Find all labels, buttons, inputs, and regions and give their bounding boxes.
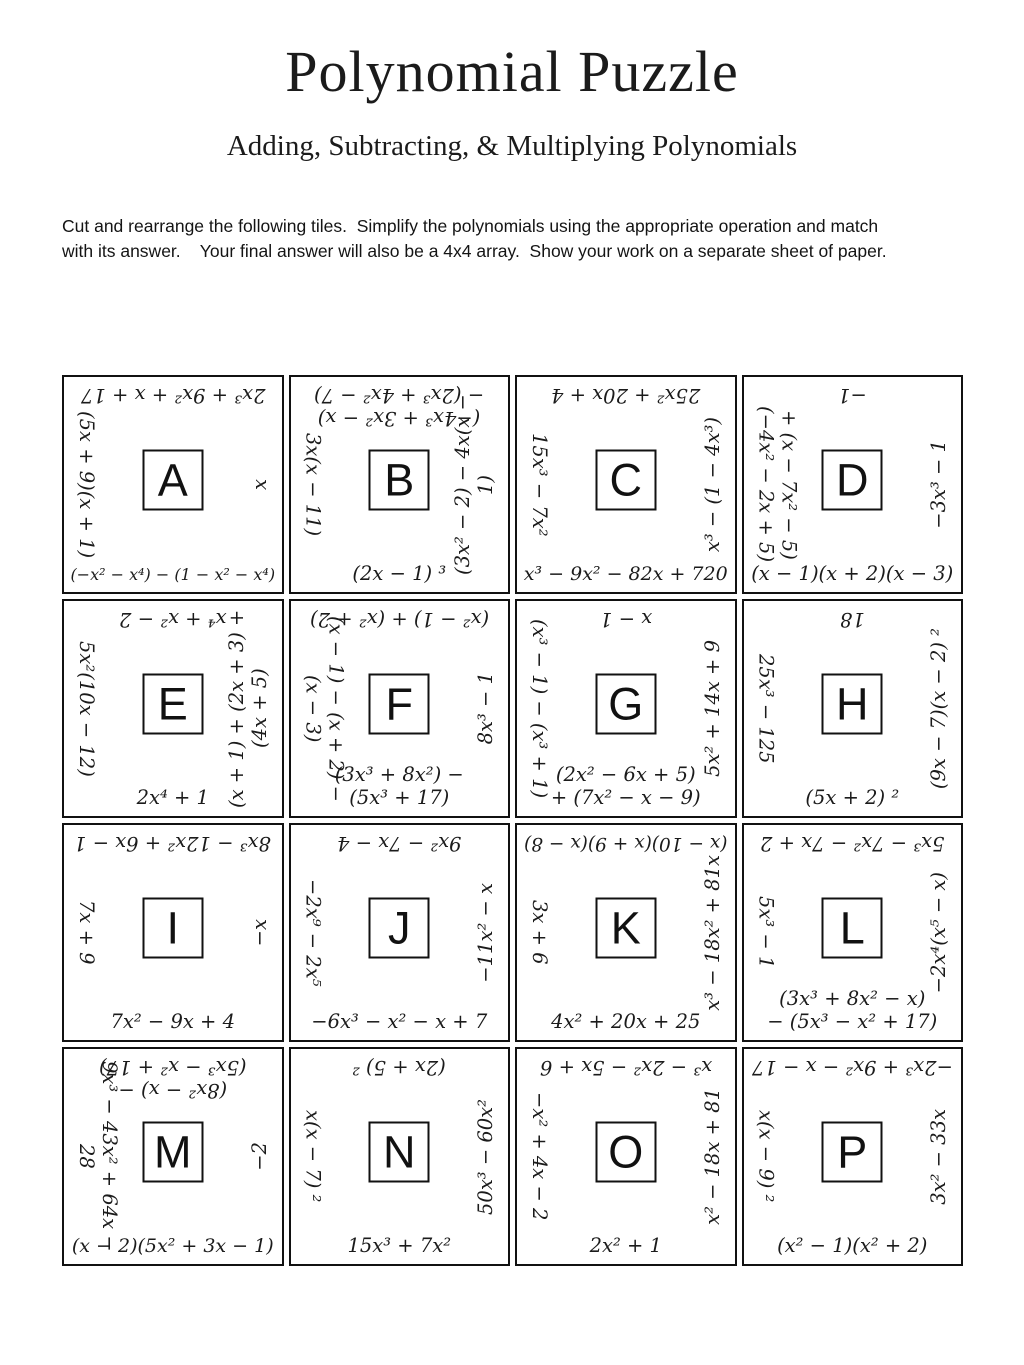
page-title: Polynomial Puzzle — [285, 39, 739, 104]
tile-letter-box — [822, 450, 883, 511]
tile-right-expression: 50x³ − 60x² — [474, 1098, 497, 1215]
tile-top-expression: (x − 10)(x + 9)(x − 8) — [524, 832, 728, 854]
tile-right-expression: x — [247, 479, 271, 490]
tile-top-expression: 8x³ − 12x² + 6x − 1 — [74, 832, 272, 855]
tile-letter: K — [610, 902, 641, 954]
tile-letter: A — [157, 454, 188, 506]
tile-bottom-expression: x³ − 9x² − 82x + 720 — [523, 562, 728, 585]
tile-right-expression: −3x³ − 1 — [927, 440, 950, 529]
tile-left-expression: −2x⁹ − 2x⁵ — [301, 878, 325, 987]
puzzle-tile — [742, 599, 964, 818]
tile-letter-box — [595, 450, 656, 511]
tile-bottom-expression: (3x³ + 8x² − x) − (5x³ − x² + 17) — [767, 987, 938, 1033]
tile-top-expression: 9x² − 7x − 4 — [336, 832, 462, 855]
tile-bottom-expression: (x − 2)(5x² + 3x − 1) — [71, 1234, 274, 1257]
tile-letter: L — [839, 902, 865, 954]
tile-right-expression: −x — [247, 918, 271, 947]
tile-right-expression: −2 — [247, 1142, 271, 1171]
tile-right-expression: −2x⁴(x⁵ − x) — [927, 871, 950, 994]
tile-bottom-expression: 2x⁴ + 1 — [136, 786, 209, 809]
tile-bottom-expression: (2x − 1) ³ — [352, 562, 447, 585]
tile-left-expression: 3x(x − 11) — [301, 432, 325, 537]
tile-bottom-expression: (−x² − x⁴) − (1 − x² − x⁴) — [70, 565, 276, 585]
tile-bottom-expression: −6x³ − x² − x + 7 — [311, 1010, 488, 1033]
tile-left-expression: x(x − 9) ² — [754, 1110, 778, 1203]
puzzle-tile — [289, 599, 511, 818]
tile-letter-box — [142, 898, 203, 959]
tile-left-expression: 7x + 9 — [75, 900, 98, 965]
tile-letter-box — [822, 898, 883, 959]
tile-top-expression: x⁴ + x² − 2 — [118, 608, 227, 631]
tile-bottom-expression: (5x + 2) ² — [805, 786, 900, 809]
tile-top-expression: (x² − 1) + (x² + 2) — [309, 608, 489, 631]
tile-right-expression: 3x² − 33x — [927, 1108, 950, 1205]
puzzle-tile — [62, 375, 284, 594]
tile-left-expression: −x² + 4x − 2 — [528, 1092, 551, 1221]
tile-bottom-expression: (x − 1)(x + 2)(x − 3) — [751, 562, 954, 585]
tile-letter-box — [142, 674, 203, 735]
tile-left-expression: 15x³ − 7x² — [528, 432, 551, 537]
tile-left-expression: 25x³ − 125 — [754, 653, 778, 764]
tile-left-expression: x(x − 7) ² — [301, 1110, 325, 1203]
tile-letter: H — [836, 678, 869, 730]
tile-letter-box — [595, 674, 656, 735]
puzzle-grid — [62, 375, 963, 1266]
puzzle-tile — [515, 599, 737, 818]
instructions-line-1: Cut and rearrange the following tiles. Simplify the polynomials using the appropriate operation and match — [62, 216, 879, 236]
puzzle-tile — [515, 375, 737, 594]
tile-left-expression: (x³ − 1) − (x³ + 1) — [528, 618, 551, 799]
tile-letter: P — [837, 1126, 868, 1178]
tile-top-expression: 5x³ − 7x² − 7x + 2 — [760, 832, 945, 855]
tile-top-expression: x − 1 — [599, 608, 652, 631]
tile-top-expression: x³ − 2x² − 5x + 6 — [539, 1056, 712, 1079]
tile-bottom-expression: 2x² + 1 — [589, 1234, 662, 1257]
puzzle-tile — [515, 1047, 737, 1266]
instructions-line-2: with its answer. Your final answer will also be a 4x4 array. Show your work on a separate sheet of paper. — [62, 241, 887, 262]
tile-bottom-expression: (2x² − 6x + 5) + (7x² − x − 9) — [550, 763, 701, 809]
tile-top-expression: (2x + 5) ² — [352, 1056, 447, 1079]
puzzle-tile — [62, 599, 284, 818]
tile-letter-box — [142, 1122, 203, 1183]
tile-letter-box — [369, 674, 430, 735]
tile-letter: B — [384, 454, 415, 506]
puzzle-tile — [289, 375, 511, 594]
puzzle-tile — [742, 823, 964, 1042]
tile-right-expression: x³ − (1 − 4x³) — [700, 416, 724, 553]
tile-bottom-expression: (3x³ + 8x²) − (5x³ + 17) — [334, 763, 464, 809]
tile-right-expression: (9x − 7)(x − 2) ² — [927, 627, 950, 790]
tile-right-expression: x² − 18x + 81 — [700, 1088, 724, 1225]
tile-letter-box — [369, 898, 430, 959]
puzzle-tile — [62, 823, 284, 1042]
tile-letter-box — [822, 674, 883, 735]
tile-right-expression: −11x² − x — [474, 882, 497, 983]
tile-left-expression: + (x − 7x² − 5) (−4x² − 2x + 5) — [754, 406, 801, 563]
tile-letter-box — [369, 1122, 430, 1183]
tile-right-expression: (3x² − 2) − 4x(x − 1) — [451, 394, 497, 575]
tile-letter-box — [595, 1122, 656, 1183]
tile-left-expression: 5x³ − 1 — [754, 896, 778, 969]
tile-right-expression: (x + 1) + (2x + 3) + (4x + 5) — [224, 609, 271, 808]
tile-left-expression: (5x + 9)(x + 1) — [75, 410, 98, 559]
puzzle-tile — [742, 1047, 964, 1266]
tile-top-expression: 25x² + 20x + 4 — [551, 384, 701, 407]
tile-right-expression: 8x³ − 1 — [474, 672, 497, 745]
tile-letter-box — [595, 898, 656, 959]
tile-right-expression: x³ − 18x² + 81x — [700, 854, 724, 1011]
tile-letter: I — [166, 902, 179, 954]
tile-letter-box — [142, 450, 203, 511]
tile-top-expression: 2x³ + 9x² + x + 17 — [80, 384, 265, 407]
page-subtitle: Adding, Subtracting, & Multiplying Polynomials — [226, 130, 798, 162]
tile-left-expression: 5x²(10x − 12) — [75, 640, 98, 777]
tile-letter: G — [608, 678, 644, 730]
tile-letter: C — [609, 454, 642, 506]
tile-bottom-expression: 15x³ + 7x² — [347, 1234, 452, 1257]
tile-top-expression: −2x³ + 9x² − x − 17 — [751, 1056, 953, 1079]
tile-letter-box — [369, 450, 430, 511]
puzzle-tile — [742, 375, 964, 594]
tile-letter: O — [608, 1126, 644, 1178]
tile-letter: F — [385, 678, 413, 730]
tile-bottom-expression: 7x² − 9x + 4 — [110, 1010, 235, 1033]
tile-top-expression: (−4x³ + 3x² − x) − (2x³ + 4x² − 7) — [314, 384, 485, 430]
puzzle-tile — [515, 823, 737, 1042]
tile-bottom-expression: 4x² + 20x + 25 — [551, 1010, 701, 1033]
tile-top-expression: (8x² − x) − (5x³ − x² + 17) — [98, 1056, 247, 1102]
tile-letter-box — [822, 1122, 883, 1183]
instructions-text — [62, 214, 967, 265]
tile-right-expression: 5x² + 14x + 9 — [700, 640, 724, 777]
tile-left-expression: 9x³ − 43x² + 64x − 28 — [75, 1061, 121, 1252]
tile-letter: D — [836, 454, 869, 506]
tile-letter: N — [383, 1126, 416, 1178]
tile-bottom-expression: (x² − 1)(x² + 2) — [777, 1234, 928, 1257]
puzzle-tile — [62, 1047, 284, 1266]
puzzle-tile — [289, 1047, 511, 1266]
tile-top-expression: 18 — [839, 608, 865, 631]
tile-left-expression: (x − 1) − (x + 2) − (x − 3) — [301, 615, 348, 802]
tile-letter: J — [388, 902, 411, 954]
tile-letter: M — [154, 1126, 192, 1178]
tile-left-expression: 3x + 6 — [528, 900, 551, 965]
puzzle-tile — [289, 823, 511, 1042]
tile-top-expression: −1 — [837, 384, 867, 407]
tile-letter: E — [157, 678, 188, 730]
